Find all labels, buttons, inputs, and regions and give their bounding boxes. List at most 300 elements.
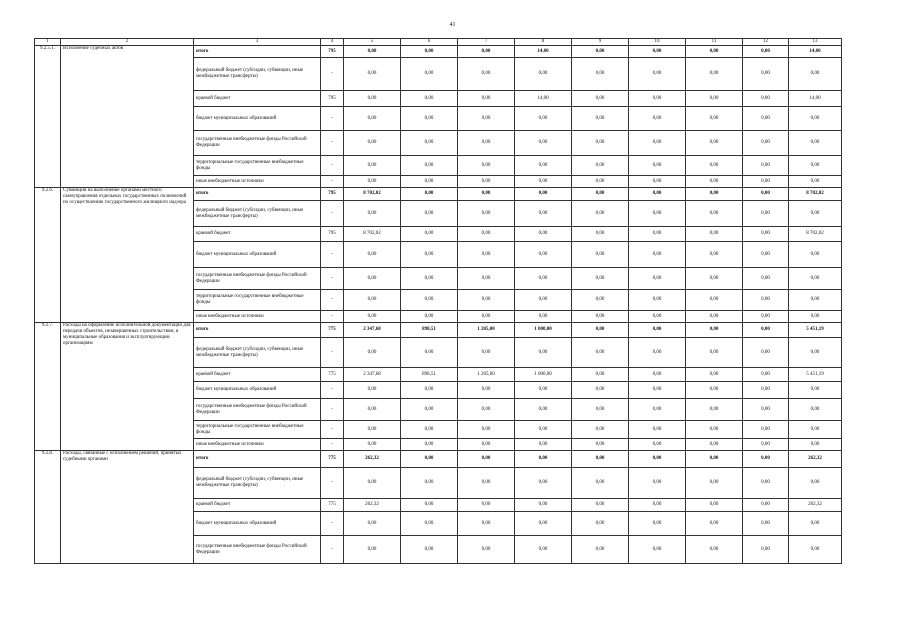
amount-cell: 14,00: [789, 91, 842, 107]
amount-cell: 0,00: [401, 91, 458, 107]
amount-cell: 0,00: [572, 227, 629, 242]
amount-cell: 0,00: [789, 468, 842, 499]
amount-cell: 0,00: [629, 46, 686, 58]
admin-code: -: [321, 421, 344, 439]
funding-source: территориальные государственные внебюджетные фонды: [194, 421, 321, 439]
page-number: 41: [449, 22, 456, 28]
amount-cell: 0,00: [344, 536, 401, 564]
amount-cell: 0,00: [401, 536, 458, 564]
amount-cell: 0,00: [344, 399, 401, 421]
funding-source: краевой бюджет: [194, 368, 321, 382]
admin-code: -: [321, 58, 344, 91]
amount-cell: 0,00: [344, 421, 401, 439]
amount-cell: 0,00: [458, 46, 515, 58]
amount-cell: 0,00: [515, 107, 572, 131]
funding-source: федеральный бюджет (субсидии, субвенции, иные межбюджетные трансферты): [194, 338, 321, 368]
amount-cell: 0,00: [743, 268, 789, 290]
amount-cell: 0,00: [743, 368, 789, 382]
admin-code: -: [321, 512, 344, 536]
amount-cell: 0,00: [629, 58, 686, 91]
admin-code: -: [321, 107, 344, 131]
amount-cell: 8 702,02: [344, 227, 401, 242]
column-number: 10: [629, 39, 686, 46]
amount-cell: 0,00: [515, 58, 572, 91]
amount-cell: 0,00: [401, 421, 458, 439]
amount-cell: 5 451,19: [789, 323, 842, 338]
amount-cell: 0,00: [458, 201, 515, 227]
amount-cell: 0,00: [743, 107, 789, 131]
amount-cell: 14,00: [515, 46, 572, 58]
amount-cell: 0,00: [629, 242, 686, 268]
admin-code: -: [321, 156, 344, 176]
amount-cell: 0,00: [515, 201, 572, 227]
amount-cell: 0,00: [515, 421, 572, 439]
amount-cell: 0,00: [629, 451, 686, 468]
amount-cell: 0,00: [743, 382, 789, 399]
amount-cell: 0,00: [572, 131, 629, 156]
admin-code: 775: [321, 323, 344, 338]
amount-cell: 5 451,19: [789, 368, 842, 382]
table-row: [35, 188, 842, 201]
amount-cell: 0,00: [401, 451, 458, 468]
funding-source: итого: [194, 451, 321, 468]
amount-cell: 0,00: [515, 451, 572, 468]
amount-cell: 0,00: [515, 131, 572, 156]
amount-cell: 0,00: [629, 227, 686, 242]
amount-cell: 0,00: [515, 242, 572, 268]
amount-cell: 0,00: [344, 468, 401, 499]
amount-cell: 0,00: [743, 338, 789, 368]
amount-cell: 0,00: [515, 188, 572, 201]
amount-cell: 0,00: [686, 311, 743, 323]
amount-cell: 0,00: [344, 311, 401, 323]
amount-cell: 0,00: [344, 290, 401, 311]
admin-code: -: [321, 268, 344, 290]
table-row: [35, 46, 842, 58]
amount-cell: 0,00: [743, 468, 789, 499]
admin-code: 775: [321, 368, 344, 382]
amount-cell: 1 000,00: [515, 323, 572, 338]
amount-cell: 0,00: [789, 382, 842, 399]
amount-cell: 0,00: [401, 311, 458, 323]
amount-cell: 0,00: [515, 439, 572, 451]
amount-cell: 262,32: [344, 499, 401, 512]
amount-cell: 0,00: [743, 439, 789, 451]
amount-cell: 0,00: [572, 323, 629, 338]
amount-cell: 0,00: [789, 338, 842, 368]
table-row: [35, 323, 842, 338]
admin-code: -: [321, 176, 344, 188]
admin-code: 775: [321, 451, 344, 468]
amount-cell: 0,00: [344, 107, 401, 131]
amount-cell: 0,00: [572, 58, 629, 91]
amount-cell: 0,00: [789, 290, 842, 311]
amount-cell: 898,51: [401, 368, 458, 382]
amount-cell: 0,00: [629, 421, 686, 439]
amount-cell: 0,00: [572, 107, 629, 131]
amount-cell: 8 702,02: [789, 188, 842, 201]
funding-source: бюджет муниципальных образований: [194, 382, 321, 399]
amount-cell: 0,00: [629, 323, 686, 338]
amount-cell: 0,00: [458, 338, 515, 368]
amount-cell: 0,00: [629, 201, 686, 227]
amount-cell: 0,00: [686, 107, 743, 131]
amount-cell: 0,00: [401, 468, 458, 499]
amount-cell: 262,32: [789, 499, 842, 512]
amount-cell: 0,00: [686, 268, 743, 290]
funding-source: итого: [194, 188, 321, 201]
amount-cell: 0,00: [572, 536, 629, 564]
column-number: 8: [515, 39, 572, 46]
amount-cell: 0,00: [686, 58, 743, 91]
amount-cell: 0,00: [686, 536, 743, 564]
amount-cell: 0,00: [686, 176, 743, 188]
amount-cell: 0,00: [743, 227, 789, 242]
amount-cell: 0,00: [458, 512, 515, 536]
amount-cell: 0,00: [686, 421, 743, 439]
amount-cell: 0,00: [789, 107, 842, 131]
funding-source: бюджет муниципальных образований: [194, 512, 321, 536]
column-number: 3: [194, 39, 321, 46]
amount-cell: 0,00: [401, 131, 458, 156]
amount-cell: 0,00: [515, 290, 572, 311]
amount-cell: 0,00: [789, 156, 842, 176]
amount-cell: 0,00: [515, 512, 572, 536]
amount-cell: 0,00: [401, 512, 458, 536]
item-name: Расходы, связанные с исполнением решений, принятых судебными органами: [61, 451, 194, 564]
item-code: 9.2.7.: [35, 323, 61, 451]
amount-cell: 0,00: [743, 499, 789, 512]
column-number: 5: [344, 39, 401, 46]
amount-cell: 0,00: [515, 536, 572, 564]
amount-cell: 0,00: [572, 338, 629, 368]
amount-cell: 0,00: [629, 176, 686, 188]
amount-cell: 0,00: [401, 201, 458, 227]
admin-code: 795: [321, 91, 344, 107]
amount-cell: 0,00: [789, 176, 842, 188]
amount-cell: 0,00: [789, 536, 842, 564]
amount-cell: 0,00: [572, 311, 629, 323]
funding-source: иные внебюджетные источники: [194, 439, 321, 451]
amount-cell: 0,00: [572, 399, 629, 421]
funding-source: государственные внебюджетные фонды Российской Федерации: [194, 131, 321, 156]
amount-cell: 0,00: [515, 227, 572, 242]
amount-cell: 0,00: [458, 268, 515, 290]
amount-cell: 262,32: [344, 451, 401, 468]
admin-code: -: [321, 399, 344, 421]
amount-cell: 0,00: [743, 91, 789, 107]
column-number: 1: [35, 39, 61, 46]
funding-source: государственные внебюджетные фонды Российской Федерации: [194, 268, 321, 290]
amount-cell: 0,00: [401, 290, 458, 311]
column-number: 6: [401, 39, 458, 46]
amount-cell: 2 347,68: [344, 368, 401, 382]
item-name: Исполнение судебных актов: [61, 46, 194, 188]
amount-cell: 0,00: [401, 499, 458, 512]
admin-code: 795: [321, 227, 344, 242]
amount-cell: 0,00: [572, 156, 629, 176]
admin-code: -: [321, 242, 344, 268]
amount-cell: 0,00: [515, 468, 572, 499]
amount-cell: 0,00: [789, 439, 842, 451]
amount-cell: 8 702,02: [344, 188, 401, 201]
amount-cell: 0,00: [572, 46, 629, 58]
column-number: 2: [61, 39, 194, 46]
amount-cell: 0,00: [743, 156, 789, 176]
amount-cell: 0,00: [743, 451, 789, 468]
admin-code: -: [321, 382, 344, 399]
amount-cell: 0,00: [515, 499, 572, 512]
amount-cell: 14,00: [789, 46, 842, 58]
admin-code: -: [321, 201, 344, 227]
amount-cell: 0,00: [572, 188, 629, 201]
amount-cell: 0,00: [458, 399, 515, 421]
amount-cell: 0,00: [743, 536, 789, 564]
amount-cell: 0,00: [686, 468, 743, 499]
amount-cell: 0,00: [344, 338, 401, 368]
amount-cell: 0,00: [458, 421, 515, 439]
amount-cell: 0,00: [686, 439, 743, 451]
amount-cell: 0,00: [515, 176, 572, 188]
amount-cell: 0,00: [743, 399, 789, 421]
admin-code: -: [321, 536, 344, 564]
column-number: 13: [789, 39, 842, 46]
amount-cell: 0,00: [629, 290, 686, 311]
admin-code: -: [321, 311, 344, 323]
amount-cell: 0,00: [789, 512, 842, 536]
amount-cell: 0,00: [458, 188, 515, 201]
amount-cell: 0,00: [686, 399, 743, 421]
budget-table: [34, 38, 842, 564]
amount-cell: 0,00: [629, 468, 686, 499]
amount-cell: 0,00: [743, 290, 789, 311]
amount-cell: 0,00: [458, 107, 515, 131]
amount-cell: 0,00: [743, 201, 789, 227]
amount-cell: 0,00: [401, 107, 458, 131]
amount-cell: 0,00: [344, 382, 401, 399]
funding-source: федеральный бюджет (субсидии, субвенции, иные межбюджетные трансферты): [194, 468, 321, 499]
amount-cell: 0,00: [629, 107, 686, 131]
amount-cell: 0,00: [686, 499, 743, 512]
amount-cell: 0,00: [686, 188, 743, 201]
amount-cell: 262,32: [789, 451, 842, 468]
amount-cell: 0,00: [401, 58, 458, 91]
amount-cell: 0,00: [686, 46, 743, 58]
amount-cell: 0,00: [686, 290, 743, 311]
amount-cell: 0,00: [572, 382, 629, 399]
funding-source: территориальные государственные внебюджетные фонды: [194, 290, 321, 311]
amount-cell: 0,00: [401, 338, 458, 368]
column-number: 7: [458, 39, 515, 46]
amount-cell: 0,00: [458, 156, 515, 176]
amount-cell: 0,00: [572, 242, 629, 268]
amount-cell: 0,00: [789, 131, 842, 156]
item-name: Субвенции на выполнение органами местного самоуправления отдельных государственных полномочий по осуществлению государственного жилищного надзора: [61, 188, 194, 323]
amount-cell: 0,00: [344, 242, 401, 268]
amount-cell: 0,00: [344, 512, 401, 536]
amount-cell: 0,00: [344, 268, 401, 290]
amount-cell: 0,00: [629, 382, 686, 399]
amount-cell: 0,00: [629, 338, 686, 368]
amount-cell: 0,00: [629, 188, 686, 201]
funding-source: бюджет муниципальных образований: [194, 242, 321, 268]
amount-cell: 0,00: [458, 131, 515, 156]
amount-cell: 0,00: [629, 499, 686, 512]
amount-cell: 0,00: [629, 439, 686, 451]
amount-cell: 0,00: [344, 46, 401, 58]
amount-cell: 0,00: [458, 468, 515, 499]
funding-source: краевой бюджет: [194, 499, 321, 512]
amount-cell: 0,00: [572, 468, 629, 499]
amount-cell: 14,00: [515, 91, 572, 107]
item-code: 9.2.8.: [35, 451, 61, 564]
amount-cell: 0,00: [686, 242, 743, 268]
amount-cell: 0,00: [686, 338, 743, 368]
admin-code: -: [321, 338, 344, 368]
amount-cell: 0,00: [344, 58, 401, 91]
amount-cell: 8 702,02: [789, 227, 842, 242]
amount-cell: 0,00: [401, 188, 458, 201]
amount-cell: 0,00: [458, 536, 515, 564]
amount-cell: 0,00: [515, 382, 572, 399]
amount-cell: 0,00: [629, 91, 686, 107]
funding-source: бюджет муниципальных образований: [194, 107, 321, 131]
amount-cell: 0,00: [686, 512, 743, 536]
amount-cell: 0,00: [572, 91, 629, 107]
amount-cell: 0,00: [743, 176, 789, 188]
admin-code: 775: [321, 499, 344, 512]
amount-cell: 0,00: [686, 201, 743, 227]
amount-cell: 0,00: [572, 290, 629, 311]
amount-cell: 0,00: [401, 156, 458, 176]
amount-cell: 0,00: [572, 176, 629, 188]
amount-cell: 0,00: [458, 499, 515, 512]
amount-cell: 0,00: [344, 176, 401, 188]
funding-source: краевой бюджет: [194, 227, 321, 242]
funding-source: государственные внебюджетные фонды Российской Федерации: [194, 536, 321, 564]
amount-cell: 0,00: [344, 131, 401, 156]
amount-cell: 0,00: [344, 156, 401, 176]
amount-cell: 0,00: [515, 338, 572, 368]
amount-cell: 0,00: [743, 323, 789, 338]
column-number-row: [35, 39, 842, 46]
amount-cell: 0,00: [572, 268, 629, 290]
amount-cell: 0,00: [572, 439, 629, 451]
amount-cell: 0,00: [789, 242, 842, 268]
amount-cell: 0,00: [743, 311, 789, 323]
funding-source: иные внебюджетные источники: [194, 176, 321, 188]
amount-cell: 0,00: [458, 176, 515, 188]
amount-cell: 0,00: [572, 499, 629, 512]
amount-cell: 0,00: [629, 536, 686, 564]
amount-cell: 0,00: [401, 439, 458, 451]
amount-cell: 0,00: [401, 227, 458, 242]
amount-cell: 0,00: [686, 91, 743, 107]
amount-cell: 0,00: [572, 512, 629, 536]
amount-cell: 0,00: [686, 323, 743, 338]
amount-cell: 0,00: [743, 58, 789, 91]
column-number: 11: [686, 39, 743, 46]
admin-code: -: [321, 131, 344, 156]
amount-cell: 0,00: [789, 421, 842, 439]
amount-cell: 0,00: [401, 268, 458, 290]
amount-cell: 0,00: [629, 399, 686, 421]
amount-cell: 1 205,00: [458, 323, 515, 338]
amount-cell: 0,00: [515, 399, 572, 421]
admin-code: -: [321, 439, 344, 451]
amount-cell: 0,00: [401, 176, 458, 188]
amount-cell: 0,00: [401, 46, 458, 58]
column-number: 12: [743, 39, 789, 46]
amount-cell: 0,00: [789, 58, 842, 91]
funding-source: федеральный бюджет (субсидии, субвенции, иные межбюджетные трансферты): [194, 58, 321, 91]
admin-code: -: [321, 290, 344, 311]
amount-cell: 0,00: [629, 156, 686, 176]
amount-cell: 0,00: [686, 382, 743, 399]
amount-cell: 0,00: [515, 268, 572, 290]
column-number: 4: [321, 39, 344, 46]
amount-cell: 0,00: [629, 512, 686, 536]
amount-cell: 0,00: [458, 382, 515, 399]
funding-source: краевой бюджет: [194, 91, 321, 107]
amount-cell: 0,00: [789, 399, 842, 421]
amount-cell: 0,00: [743, 131, 789, 156]
amount-cell: 0,00: [743, 242, 789, 268]
item-code: 9.2.6.: [35, 188, 61, 323]
amount-cell: 2 347,68: [344, 323, 401, 338]
amount-cell: 0,00: [458, 439, 515, 451]
amount-cell: 0,00: [686, 451, 743, 468]
funding-source: территориальные государственные внебюджетные фонды: [194, 156, 321, 176]
amount-cell: 0,00: [515, 156, 572, 176]
amount-cell: 1 000,00: [515, 368, 572, 382]
amount-cell: 0,00: [789, 268, 842, 290]
amount-cell: 0,00: [789, 201, 842, 227]
amount-cell: 0,00: [458, 311, 515, 323]
amount-cell: 0,00: [458, 451, 515, 468]
amount-cell: 0,00: [743, 512, 789, 536]
amount-cell: 0,00: [743, 46, 789, 58]
column-number: 9: [572, 39, 629, 46]
amount-cell: 0,00: [572, 451, 629, 468]
funding-source: итого: [194, 323, 321, 338]
amount-cell: 0,00: [344, 91, 401, 107]
amount-cell: 0,00: [629, 368, 686, 382]
amount-cell: 0,00: [458, 91, 515, 107]
amount-cell: 898,51: [401, 323, 458, 338]
admin-code: -: [321, 468, 344, 499]
amount-cell: 0,00: [344, 439, 401, 451]
amount-cell: 0,00: [629, 268, 686, 290]
funding-source: государственные внебюджетные фонды Российской Федерации: [194, 399, 321, 421]
amount-cell: 0,00: [743, 188, 789, 201]
amount-cell: 0,00: [789, 311, 842, 323]
amount-cell: 0,00: [629, 131, 686, 156]
admin-code: 795: [321, 46, 344, 58]
amount-cell: 0,00: [458, 242, 515, 268]
amount-cell: 0,00: [686, 131, 743, 156]
amount-cell: 0,00: [458, 58, 515, 91]
item-name: Расходы на оформление исполнительной документации для передачи объектов, незавершенных строительством, в муниципальные образования и эксплуатирующим организациям: [61, 323, 194, 451]
amount-cell: 1 205,00: [458, 368, 515, 382]
table-row: [35, 451, 842, 468]
amount-cell: 0,00: [743, 421, 789, 439]
amount-cell: 0,00: [629, 311, 686, 323]
amount-cell: 0,00: [401, 382, 458, 399]
item-code: 9.2.5.1.: [35, 46, 61, 188]
admin-code: 795: [321, 188, 344, 201]
funding-source: итого: [194, 46, 321, 58]
